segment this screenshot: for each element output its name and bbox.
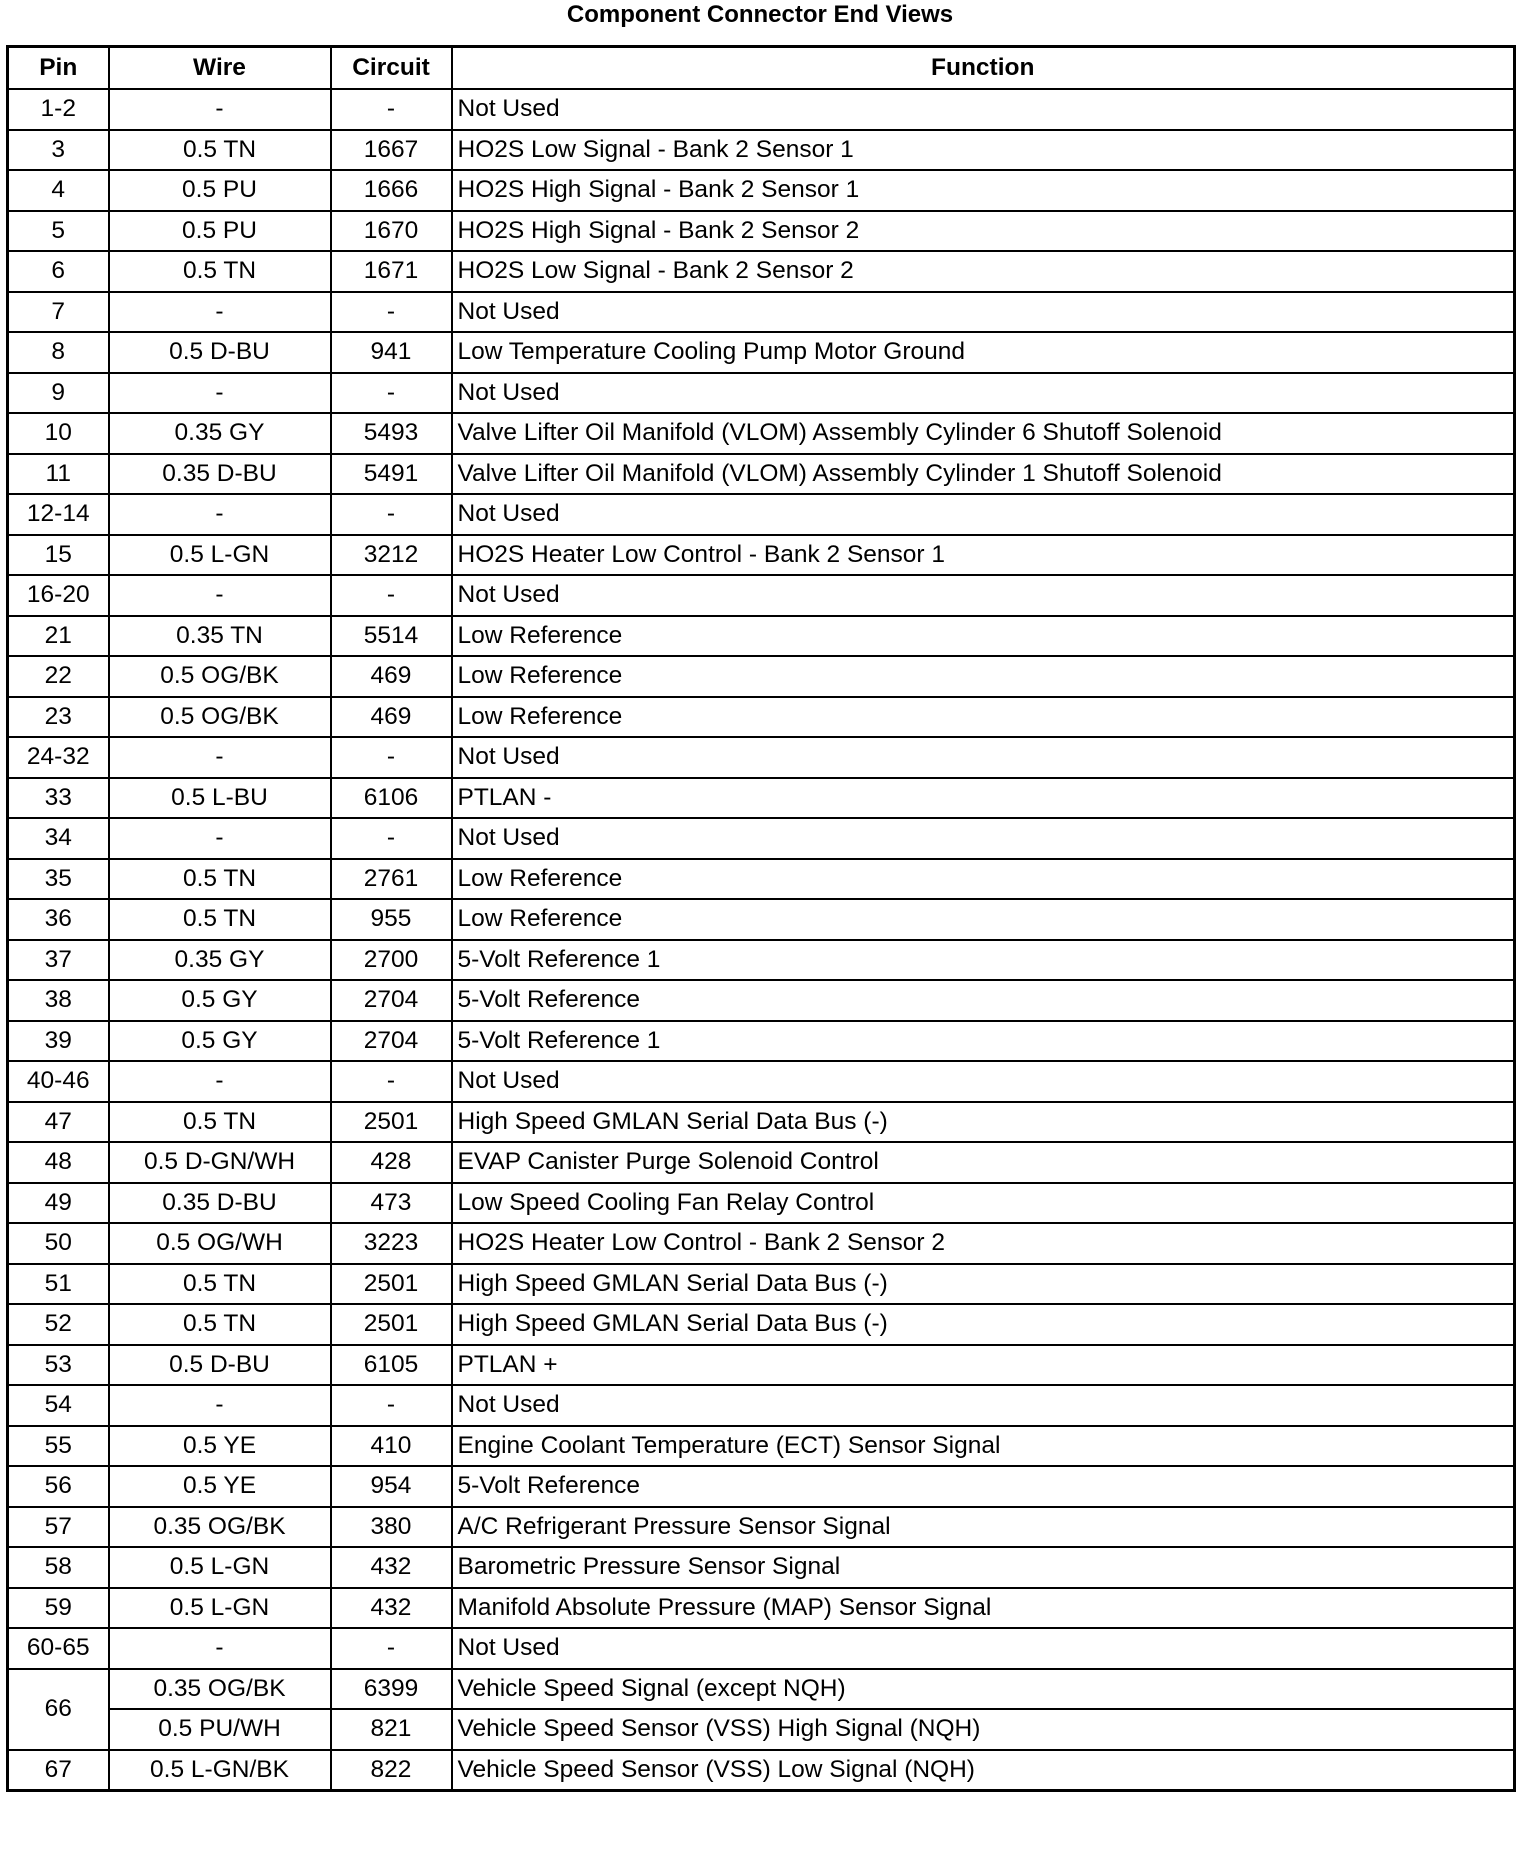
pin-cell: 35 <box>8 859 109 900</box>
pin-cell: 33 <box>8 778 109 819</box>
function-cell: HO2S High Signal - Bank 2 Sensor 1 <box>452 170 1515 211</box>
circuit-cell: - <box>331 737 452 778</box>
pin-cell: 8 <box>8 332 109 373</box>
pin-cell: 12-14 <box>8 494 109 535</box>
circuit-cell: 955 <box>331 899 452 940</box>
wire-cell: - <box>109 818 331 859</box>
table-row <box>8 1223 1515 1264</box>
function-cell: Not Used <box>452 1061 1515 1102</box>
pin-cell: 37 <box>8 940 109 981</box>
table-row <box>8 1709 1515 1750</box>
pin-cell: 58 <box>8 1547 109 1588</box>
pin-cell: 24-32 <box>8 737 109 778</box>
circuit-cell: 6105 <box>331 1345 452 1386</box>
pin-cell: 3 <box>8 130 109 171</box>
circuit-cell: 5514 <box>331 616 452 657</box>
function-cell: HO2S High Signal - Bank 2 Sensor 2 <box>452 211 1515 252</box>
wire-cell: 0.5 L-GN <box>109 535 331 576</box>
pin-cell: 9 <box>8 373 109 414</box>
circuit-cell: 469 <box>331 656 452 697</box>
circuit-cell: 2704 <box>331 1021 452 1062</box>
wire-cell: 0.5 D-GN/WH <box>109 1142 331 1183</box>
pin-cell: 52 <box>8 1304 109 1345</box>
table-row <box>8 1021 1515 1062</box>
wire-cell: - <box>109 373 331 414</box>
circuit-cell: 2501 <box>331 1102 452 1143</box>
circuit-cell: 1667 <box>331 130 452 171</box>
table-row <box>8 89 1515 130</box>
function-cell: 5-Volt Reference <box>452 980 1515 1021</box>
wire-cell: 0.5 TN <box>109 1102 331 1143</box>
table-row <box>8 211 1515 252</box>
wire-cell: 0.5 TN <box>109 859 331 900</box>
function-cell: Low Reference <box>452 899 1515 940</box>
pin-cell: 56 <box>8 1466 109 1507</box>
circuit-cell: 1666 <box>331 170 452 211</box>
wire-cell: 0.5 L-GN <box>109 1588 331 1629</box>
function-cell: Vehicle Speed Sensor (VSS) High Signal (NQH) <box>452 1709 1515 1750</box>
circuit-cell: - <box>331 1061 452 1102</box>
wire-cell: 0.5 L-GN <box>109 1547 331 1588</box>
circuit-cell: - <box>331 292 452 333</box>
circuit-cell: 3212 <box>331 535 452 576</box>
circuit-cell: 1671 <box>331 251 452 292</box>
table-row <box>8 292 1515 333</box>
function-cell: Low Temperature Cooling Pump Motor Ground <box>452 332 1515 373</box>
table-row <box>8 170 1515 211</box>
table-row <box>8 1628 1515 1669</box>
wire-cell: 0.5 GY <box>109 980 331 1021</box>
table-row <box>8 1264 1515 1305</box>
table-row <box>8 1345 1515 1386</box>
table-row <box>8 332 1515 373</box>
function-cell: A/C Refrigerant Pressure Sensor Signal <box>452 1507 1515 1548</box>
page-title: Component Connector End Views <box>566 1 954 28</box>
wire-cell: 0.35 GY <box>109 413 331 454</box>
function-cell: Engine Coolant Temperature (ECT) Sensor Signal <box>452 1426 1515 1467</box>
circuit-cell: 6399 <box>331 1669 452 1710</box>
pin-cell: 11 <box>8 454 109 495</box>
pin-cell: 22 <box>8 656 109 697</box>
circuit-cell: 821 <box>331 1709 452 1750</box>
wire-cell: 0.35 OG/BK <box>109 1669 331 1710</box>
connector-pinout-table <box>6 45 1516 1792</box>
function-cell: HO2S Low Signal - Bank 2 Sensor 1 <box>452 130 1515 171</box>
table-body <box>8 89 1515 1791</box>
wire-cell: - <box>109 1628 331 1669</box>
function-cell: Not Used <box>452 494 1515 535</box>
table-row <box>8 1588 1515 1629</box>
header-wire: Wire <box>109 47 331 90</box>
wire-cell: 0.5 L-BU <box>109 778 331 819</box>
wire-cell: - <box>109 737 331 778</box>
function-cell: Not Used <box>452 737 1515 778</box>
wire-cell: 0.5 L-GN/BK <box>109 1750 331 1791</box>
pin-cell: 6 <box>8 251 109 292</box>
circuit-cell: 954 <box>331 1466 452 1507</box>
circuit-cell: 2700 <box>331 940 452 981</box>
wire-cell: 0.35 D-BU <box>109 1183 331 1224</box>
pin-cell: 36 <box>8 899 109 940</box>
table-row <box>8 980 1515 1021</box>
table-row <box>8 1750 1515 1791</box>
table-row <box>8 1102 1515 1143</box>
wire-cell: 0.35 TN <box>109 616 331 657</box>
pin-cell: 1-2 <box>8 89 109 130</box>
table-row <box>8 575 1515 616</box>
pin-cell: 53 <box>8 1345 109 1386</box>
function-cell: PTLAN + <box>452 1345 1515 1386</box>
circuit-cell: 6106 <box>331 778 452 819</box>
pin-cell: 67 <box>8 1750 109 1791</box>
wire-cell: 0.5 OG/WH <box>109 1223 331 1264</box>
function-cell: Not Used <box>452 818 1515 859</box>
pin-cell: 57 <box>8 1507 109 1548</box>
pin-cell: 54 <box>8 1385 109 1426</box>
circuit-cell: 2704 <box>331 980 452 1021</box>
function-cell: Not Used <box>452 373 1515 414</box>
table-row <box>8 535 1515 576</box>
wire-cell: - <box>109 292 331 333</box>
table-row <box>8 859 1515 900</box>
table-row <box>8 940 1515 981</box>
pin-cell: 49 <box>8 1183 109 1224</box>
pin-cell: 55 <box>8 1426 109 1467</box>
wire-cell: - <box>109 494 331 535</box>
pin-cell: 23 <box>8 697 109 738</box>
function-cell: High Speed GMLAN Serial Data Bus (-) <box>452 1304 1515 1345</box>
circuit-cell: 1670 <box>331 211 452 252</box>
table-row <box>8 818 1515 859</box>
table-row <box>8 413 1515 454</box>
pin-cell: 40-46 <box>8 1061 109 1102</box>
function-cell: Not Used <box>452 1628 1515 1669</box>
circuit-cell: - <box>331 494 452 535</box>
pin-cell: 39 <box>8 1021 109 1062</box>
pin-cell: 7 <box>8 292 109 333</box>
header-circuit: Circuit <box>331 47 452 90</box>
table-row <box>8 1183 1515 1224</box>
wire-cell: - <box>109 1061 331 1102</box>
circuit-cell: - <box>331 89 452 130</box>
circuit-cell: 2761 <box>331 859 452 900</box>
function-cell: High Speed GMLAN Serial Data Bus (-) <box>452 1264 1515 1305</box>
table-row <box>8 1142 1515 1183</box>
header-pin: Pin <box>8 47 109 90</box>
table-row <box>8 454 1515 495</box>
function-cell: 5-Volt Reference 1 <box>452 940 1515 981</box>
function-cell: Not Used <box>452 1385 1515 1426</box>
table-row <box>8 697 1515 738</box>
function-cell: Vehicle Speed Sensor (VSS) Low Signal (NQH) <box>452 1750 1515 1791</box>
function-cell: Low Speed Cooling Fan Relay Control <box>452 1183 1515 1224</box>
pin-cell: 38 <box>8 980 109 1021</box>
function-cell: Not Used <box>452 292 1515 333</box>
function-cell: PTLAN - <box>452 778 1515 819</box>
wire-cell: 0.5 PU <box>109 211 331 252</box>
wire-cell: 0.5 YE <box>109 1426 331 1467</box>
function-cell: HO2S Low Signal - Bank 2 Sensor 2 <box>452 251 1515 292</box>
table-row <box>8 899 1515 940</box>
circuit-cell: 822 <box>331 1750 452 1791</box>
pin-cell: 59 <box>8 1588 109 1629</box>
circuit-cell: 432 <box>331 1547 452 1588</box>
circuit-cell: 380 <box>331 1507 452 1548</box>
wire-cell: 0.5 OG/BK <box>109 697 331 738</box>
table-row <box>8 1669 1515 1710</box>
function-cell: Not Used <box>452 575 1515 616</box>
function-cell: Valve Lifter Oil Manifold (VLOM) Assembly Cylinder 1 Shutoff Solenoid <box>452 454 1515 495</box>
pin-cell: 5 <box>8 211 109 252</box>
function-cell: Low Reference <box>452 859 1515 900</box>
pin-cell: 4 <box>8 170 109 211</box>
pin-cell: 21 <box>8 616 109 657</box>
wire-cell: 0.5 PU/WH <box>109 1709 331 1750</box>
pin-cell: 15 <box>8 535 109 576</box>
table-row <box>8 373 1515 414</box>
function-cell: Barometric Pressure Sensor Signal <box>452 1547 1515 1588</box>
table-row <box>8 1061 1515 1102</box>
function-cell: Low Reference <box>452 656 1515 697</box>
circuit-cell: - <box>331 1385 452 1426</box>
pin-cell: 10 <box>8 413 109 454</box>
circuit-cell: 2501 <box>331 1304 452 1345</box>
circuit-cell: - <box>331 818 452 859</box>
table-row <box>8 737 1515 778</box>
wire-cell: 0.5 D-BU <box>109 332 331 373</box>
table-row <box>8 1547 1515 1588</box>
wire-cell: 0.35 GY <box>109 940 331 981</box>
table-row <box>8 1426 1515 1467</box>
function-cell: Not Used <box>452 89 1515 130</box>
wire-cell: 0.5 OG/BK <box>109 656 331 697</box>
circuit-cell: 941 <box>331 332 452 373</box>
wire-cell: 0.5 GY <box>109 1021 331 1062</box>
pin-cell: 51 <box>8 1264 109 1305</box>
circuit-cell: 3223 <box>331 1223 452 1264</box>
circuit-cell: - <box>331 575 452 616</box>
wire-cell: 0.5 D-BU <box>109 1345 331 1386</box>
pin-cell: 50 <box>8 1223 109 1264</box>
circuit-cell: 410 <box>331 1426 452 1467</box>
wire-cell: 0.5 TN <box>109 899 331 940</box>
wire-cell: - <box>109 575 331 616</box>
pin-cell: 47 <box>8 1102 109 1143</box>
wire-cell: 0.5 TN <box>109 1304 331 1345</box>
table-row <box>8 1385 1515 1426</box>
function-cell: 5-Volt Reference 1 <box>452 1021 1515 1062</box>
table-row <box>8 1304 1515 1345</box>
function-cell: Low Reference <box>452 616 1515 657</box>
wire-cell: 0.5 TN <box>109 130 331 171</box>
pin-cell: 66 <box>8 1669 109 1750</box>
wire-cell: 0.5 YE <box>109 1466 331 1507</box>
circuit-cell: 473 <box>331 1183 452 1224</box>
circuit-cell: - <box>331 373 452 414</box>
function-cell: Low Reference <box>452 697 1515 738</box>
header-function: Function <box>452 47 1515 90</box>
circuit-cell: 2501 <box>331 1264 452 1305</box>
table-row <box>8 616 1515 657</box>
table-row <box>8 130 1515 171</box>
wire-cell: - <box>109 89 331 130</box>
circuit-cell: 5493 <box>331 413 452 454</box>
table-row <box>8 656 1515 697</box>
circuit-cell: 469 <box>331 697 452 738</box>
table-row <box>8 1466 1515 1507</box>
function-cell: High Speed GMLAN Serial Data Bus (-) <box>452 1102 1515 1143</box>
wire-cell: 0.5 TN <box>109 1264 331 1305</box>
function-cell: Vehicle Speed Signal (except NQH) <box>452 1669 1515 1710</box>
circuit-cell: 428 <box>331 1142 452 1183</box>
function-cell: HO2S Heater Low Control - Bank 2 Sensor 1 <box>452 535 1515 576</box>
table-row <box>8 1507 1515 1548</box>
circuit-cell: 5491 <box>331 454 452 495</box>
function-cell: HO2S Heater Low Control - Bank 2 Sensor 2 <box>452 1223 1515 1264</box>
circuit-cell: 432 <box>331 1588 452 1629</box>
function-cell: 5-Volt Reference <box>452 1466 1515 1507</box>
table-row <box>8 251 1515 292</box>
wire-cell: 0.35 D-BU <box>109 454 331 495</box>
wire-cell: 0.5 PU <box>109 170 331 211</box>
function-cell: Manifold Absolute Pressure (MAP) Sensor Signal <box>452 1588 1515 1629</box>
wire-cell: - <box>109 1385 331 1426</box>
table-header-row <box>8 47 1515 90</box>
pin-cell: 34 <box>8 818 109 859</box>
pin-cell: 16-20 <box>8 575 109 616</box>
table-row <box>8 494 1515 535</box>
table-row <box>8 778 1515 819</box>
wire-cell: 0.35 OG/BK <box>109 1507 331 1548</box>
circuit-cell: - <box>331 1628 452 1669</box>
wire-cell: 0.5 TN <box>109 251 331 292</box>
function-cell: Valve Lifter Oil Manifold (VLOM) Assembly Cylinder 6 Shutoff Solenoid <box>452 413 1515 454</box>
pin-cell: 48 <box>8 1142 109 1183</box>
pin-cell: 60-65 <box>8 1628 109 1669</box>
function-cell: EVAP Canister Purge Solenoid Control <box>452 1142 1515 1183</box>
